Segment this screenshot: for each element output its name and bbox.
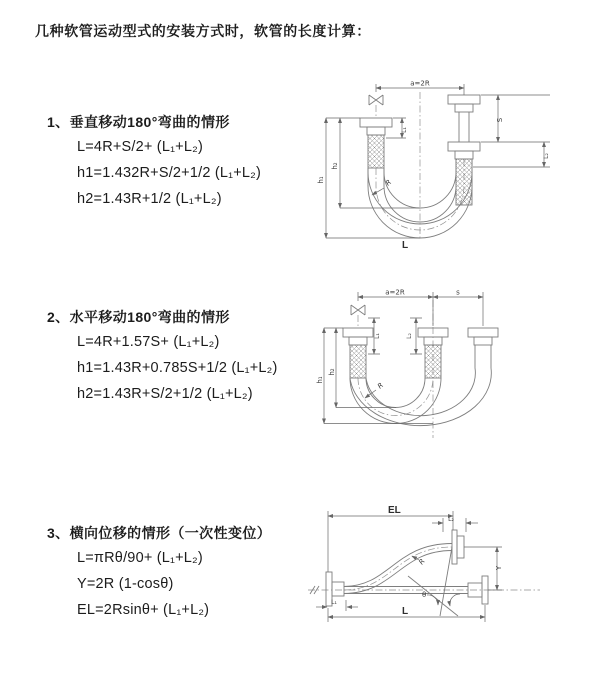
formula-l: L=πRθ/90+ (L₁+L₂) bbox=[77, 550, 203, 566]
section-2-heading: 2、水平移动180°弯曲的情形 bbox=[47, 309, 230, 325]
diagram-vertical-180 bbox=[316, 80, 560, 252]
dim-label-r: R bbox=[376, 381, 386, 391]
dim-label-l2: L₂ bbox=[543, 153, 550, 159]
dimensions bbox=[326, 84, 550, 238]
dim-label-l1: L₁ bbox=[331, 599, 337, 606]
section-1-heading: 1、垂直移动180°弯曲的情形 bbox=[47, 114, 230, 130]
formula-l: L=4R+S/2+ (L₁+L₂) bbox=[77, 139, 203, 155]
formula-h2: h2=1.43R+S/2+1/2 (L₁+L₂) bbox=[77, 386, 253, 402]
dim-label-r: R bbox=[384, 178, 394, 188]
section-2 bbox=[47, 305, 278, 407]
dim-label-s: S bbox=[496, 117, 504, 123]
dim-label-l: L bbox=[402, 240, 409, 251]
formula-el: EL=2Rsinθ+ (L₁+L₂) bbox=[77, 602, 210, 618]
section-1 bbox=[47, 110, 261, 212]
formula-h1: h1=1.43R+0.785S+1/2 (L₁+L₂) bbox=[77, 360, 278, 376]
formula-y: Y=2R (1-cosθ) bbox=[77, 576, 174, 592]
valve-icon bbox=[351, 305, 365, 315]
dim-label-h2: h₂ bbox=[328, 368, 336, 376]
section-3 bbox=[47, 521, 271, 623]
formula-h1: h1=1.432R+S/2+1/2 (L₁+L₂) bbox=[77, 165, 262, 181]
formula-h2: h2=1.43R+1/2 (L₁+L₂) bbox=[77, 191, 222, 207]
dim-label-span: a=2R bbox=[410, 80, 430, 88]
dim-label-h2: h₂ bbox=[331, 162, 339, 170]
dim-label-span: a=2R bbox=[385, 288, 405, 297]
centerlines bbox=[308, 547, 540, 590]
dim-label-s: s bbox=[456, 288, 460, 297]
dimensions bbox=[316, 511, 502, 622]
dim-label-theta: θ bbox=[422, 591, 427, 599]
valve-icon bbox=[369, 95, 383, 105]
dim-label-h1: h₁ bbox=[316, 376, 324, 384]
dim-label-l2: L₂ bbox=[406, 333, 413, 339]
diagram-horizontal-180 bbox=[316, 288, 530, 448]
dim-label-h1: h₁ bbox=[317, 176, 325, 184]
dim-label-y: Y bbox=[495, 565, 503, 571]
section-3-heading: 3、横向位移的情形（一次性变位） bbox=[47, 525, 272, 541]
dim-label-l: L bbox=[402, 606, 409, 617]
dim-label-el: EL bbox=[388, 505, 401, 516]
dim-label-l1: L₁ bbox=[401, 127, 408, 133]
dim-label-l1: L₁ bbox=[374, 333, 381, 339]
dim-label-r: R bbox=[417, 557, 427, 567]
page-title: 几种软管运动型式的安装方式时，软管的长度计算： bbox=[35, 23, 371, 39]
centerlines bbox=[358, 300, 433, 438]
formula-l: L=4R+1.57S+ (L₁+L₂) bbox=[77, 334, 220, 350]
centerlines bbox=[376, 92, 464, 238]
diagram-lateral-offset bbox=[300, 502, 590, 652]
dim-label-l2: L₂ bbox=[448, 516, 454, 523]
